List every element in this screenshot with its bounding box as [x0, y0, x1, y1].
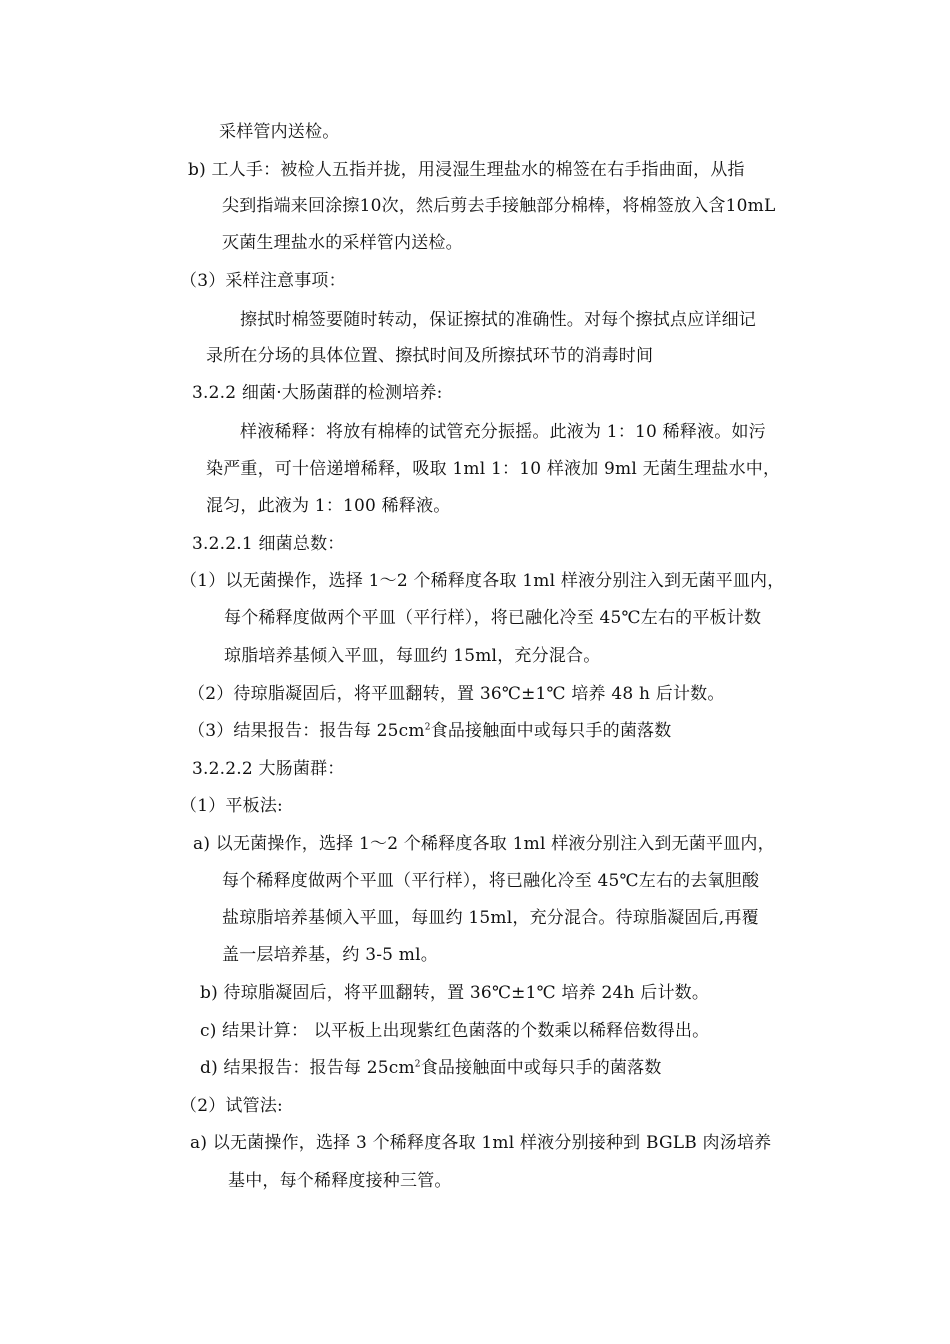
text-line: 盐琼脂培养基倾入平皿，每皿约 15ml，充分混合。待琼脂凝固后,再覆	[222, 908, 759, 928]
text-line: 每个稀释度做两个平皿（平行样），将已融化冷至 45℃左右的平板计数	[224, 608, 762, 628]
section-heading: 3.2.2.2 大肠菌群：	[192, 759, 345, 779]
text-line: （2）待琼脂凝固后，将平皿翻转，置 36℃±1℃ 培养 48 h 后计数。	[188, 684, 725, 704]
section-heading: （2）试管法:	[180, 1096, 283, 1116]
report-line: （3）结果报告：报告每 $25cm^2$食品接触面中或每只手的菌落数	[188, 721, 672, 741]
text-line: （1）以无菌操作，选择 1～2 个稀释度各取 1ml 样液分别注入到无菌平皿内，	[180, 571, 785, 591]
section-heading: （1）平板法:	[180, 796, 283, 816]
text-line: 录所在分场的具体位置、擦拭时间及所擦拭环节的消毒时间	[206, 346, 654, 366]
text-line: a) 以无菌操作，选择 1～2 个稀释度各取 1ml 样液分别注入到无菌平皿内，	[193, 834, 775, 854]
text-line: b) 工人手：被检人五指并拢，用浸湿生理盐水的棉签在右手指曲面，从指	[188, 160, 745, 180]
text-line: c) 结果计算： 以平板上出现紫红色菌落的个数乘以稀释倍数得出。	[200, 1021, 710, 1041]
section-heading: 3.2.2.1 细菌总数：	[192, 534, 345, 554]
text-line: 染严重，可十倍递增稀释，吸取 1ml 1：10 样液加 9ml 无菌生理盐水中，	[206, 459, 781, 479]
text-line: 基中，每个稀释度接种三管。	[228, 1171, 452, 1191]
text-line: b) 待琼脂凝固后，将平皿翻转，置 36℃±1℃ 培养 24h 后计数。	[200, 983, 710, 1003]
text-line: 擦拭时棉签要随时转动，保证擦拭的准确性。对每个擦拭点应详细记	[240, 310, 756, 330]
text-line: 混匀，此液为 1：100 稀释液。	[206, 496, 451, 516]
text-line: 采样管内送检。	[219, 122, 340, 142]
text-line: 样液稀释：将放有棉棒的试管充分振摇。此液为 1：10 稀释液。如污	[240, 422, 766, 442]
text-line: a) 以无菌操作，选择 3 个稀释度各取 1ml 样液分别接种到 BGLB 肉汤培养	[190, 1133, 772, 1153]
text-line: 尖到指端来回涂擦10次，然后剪去手接触部分棉棒，将棉签放入含10mL	[222, 196, 776, 216]
text-line: 琼脂培养基倾入平皿，每皿约 15ml，充分混合。	[224, 646, 601, 666]
report-line: d) 结果报告：报告每 $25cm^2$食品接触面中或每只手的菌落数	[200, 1058, 662, 1078]
section-heading: 3.2.2 细菌·大肠菌群的检测培养:	[192, 383, 443, 403]
section-heading: （3）采样注意事项：	[180, 271, 346, 291]
text-line: 每个稀释度做两个平皿（平行样），将已融化冷至 45℃左右的去氧胆酸	[222, 871, 760, 891]
text-line: 盖一层培养基，约 3-5 ml。	[222, 945, 438, 965]
text-line: 灭菌生理盐水的采样管内送检。	[222, 233, 463, 253]
